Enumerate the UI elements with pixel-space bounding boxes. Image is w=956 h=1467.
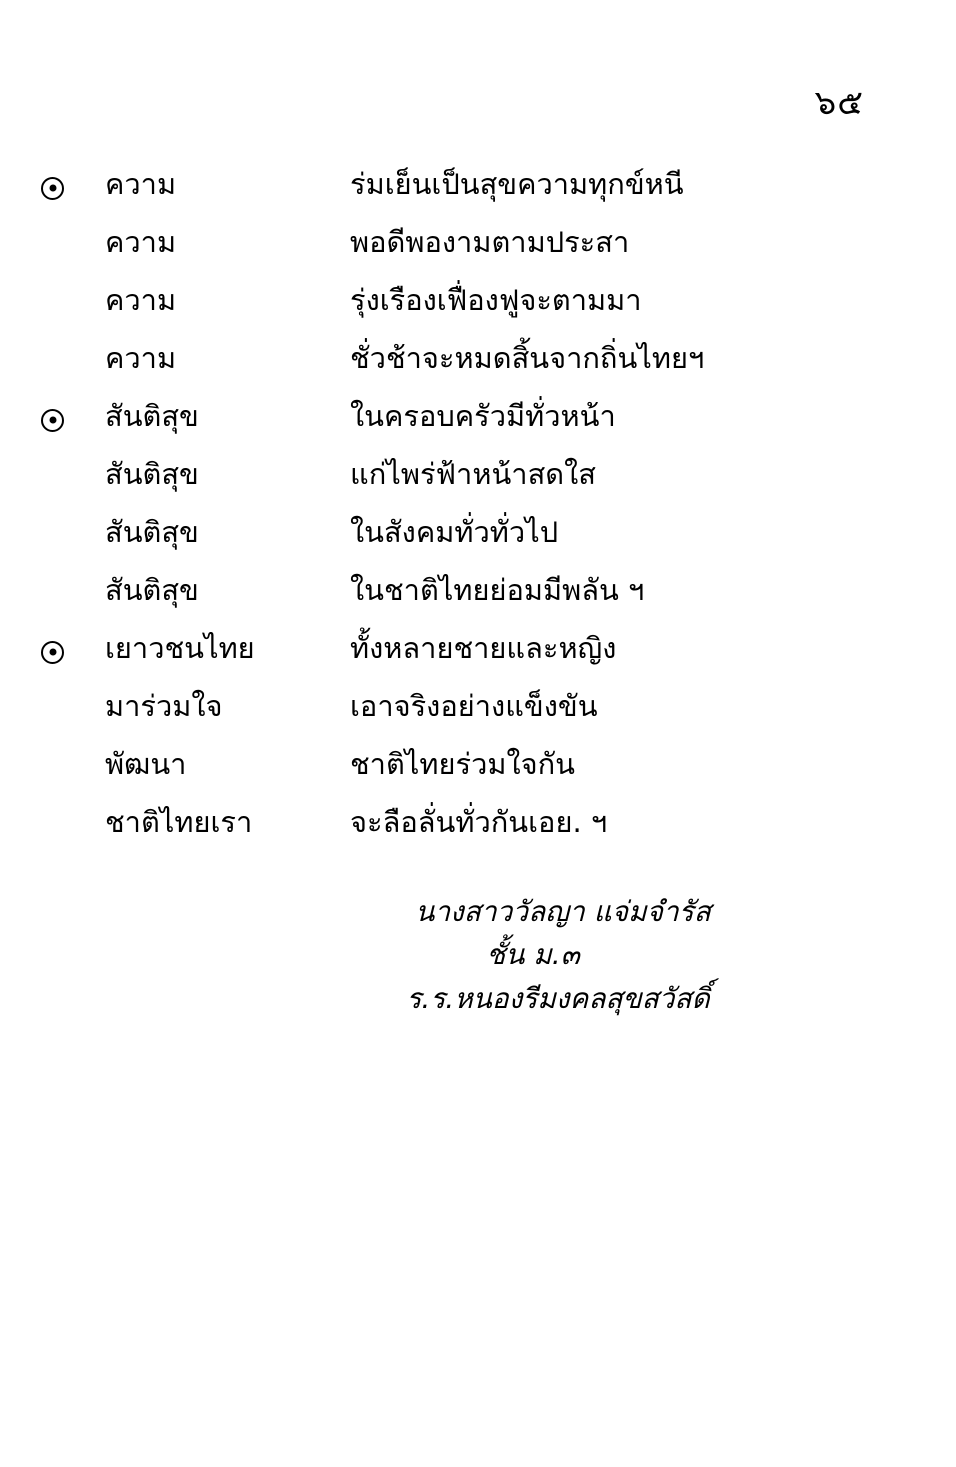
verse-bullet-cell xyxy=(0,828,105,832)
circle-bullet-icon xyxy=(41,177,64,200)
verse-bullet-cell xyxy=(0,770,105,774)
page-number: ๖๕ xyxy=(814,83,864,123)
verse-lead-word: พัฒนา xyxy=(105,747,187,781)
verse-lead-word: ความ xyxy=(105,225,177,259)
verse-bullet-cell xyxy=(0,306,105,310)
stanza xyxy=(0,398,956,630)
author-signature-block xyxy=(0,890,956,1020)
verse-bullet-cell xyxy=(0,173,105,200)
verse-text: แก่ไพร่ฟ้าหน้าสดใส xyxy=(350,457,596,491)
verse-line xyxy=(0,630,956,688)
stanza xyxy=(0,630,956,862)
verse-line xyxy=(0,746,956,804)
stanza xyxy=(0,166,956,398)
verse-text: ชาติไทยร่วมใจกัน xyxy=(350,747,576,781)
circle-bullet-icon xyxy=(41,409,64,432)
verse-lead-word: สันติสุข xyxy=(105,515,199,549)
verse-text: เอาจริงอย่างแข็งขัน xyxy=(350,689,598,723)
author-class: ชั้น ม.๓ xyxy=(486,938,580,972)
verse-text: ในชาติไทยย่อมมีพลัน ฯ xyxy=(350,573,645,607)
verse-text: ทั้งหลายชายและหญิง xyxy=(350,631,617,665)
verse-lead-word: ชาติไทยเรา xyxy=(105,805,253,839)
verse-bullet-cell xyxy=(0,596,105,600)
verse-text: ชั่วช้าจะหมดสิ้นจากถิ่นไทยฯ xyxy=(350,341,705,375)
verse-bullet-cell xyxy=(0,712,105,716)
verse-bullet-cell xyxy=(0,538,105,542)
verse-bullet-cell xyxy=(0,480,105,484)
verse-line xyxy=(0,456,956,514)
verse-line xyxy=(0,572,956,630)
verse-line xyxy=(0,688,956,746)
verse-lead-word: มาร่วมใจ xyxy=(105,689,223,723)
verse-text: จะลือลั่นทั่วกันเอย. ฯ xyxy=(350,805,608,839)
verse-text: ในครอบครัวมีทั่วหน้า xyxy=(350,399,616,433)
verse-lead-word: สันติสุข xyxy=(105,573,199,607)
verse-lead-word: สันติสุข xyxy=(105,457,199,491)
verse-line xyxy=(0,282,956,340)
verse-line xyxy=(0,514,956,572)
verse-lead-word: เยาวชนไทย xyxy=(105,631,255,665)
poem-body xyxy=(0,166,956,862)
verse-lead-word: สันติสุข xyxy=(105,399,199,433)
verse-line xyxy=(0,224,956,282)
verse-text: รุ่งเรืองเฟื่องฟูจะตามมา xyxy=(350,283,642,317)
verse-line xyxy=(0,166,956,224)
verse-bullet-cell xyxy=(0,364,105,368)
author-school: ร.ร.หนองรีมงคลสุขสวัสดิ์ xyxy=(406,981,710,1015)
verse-lead-word: ความ xyxy=(105,341,177,375)
verse-line xyxy=(0,340,956,398)
verse-bullet-cell xyxy=(0,248,105,252)
verse-bullet-cell xyxy=(0,405,105,432)
verse-line xyxy=(0,398,956,456)
verse-text: ในสังคมทั่วทั่วไป xyxy=(350,515,559,549)
author-name: นางสาววัลญา แจ่มจำรัส xyxy=(415,895,711,928)
verse-text: พอดีพองามตามประสา xyxy=(350,225,630,259)
verse-bullet-cell xyxy=(0,637,105,664)
circle-bullet-icon xyxy=(41,641,64,664)
verse-text: ร่มเย็นเป็นสุขความทุกข์หนี xyxy=(350,167,684,201)
verse-lead-word: ความ xyxy=(105,167,177,201)
verse-line xyxy=(0,804,956,862)
verse-lead-word: ความ xyxy=(105,283,177,317)
